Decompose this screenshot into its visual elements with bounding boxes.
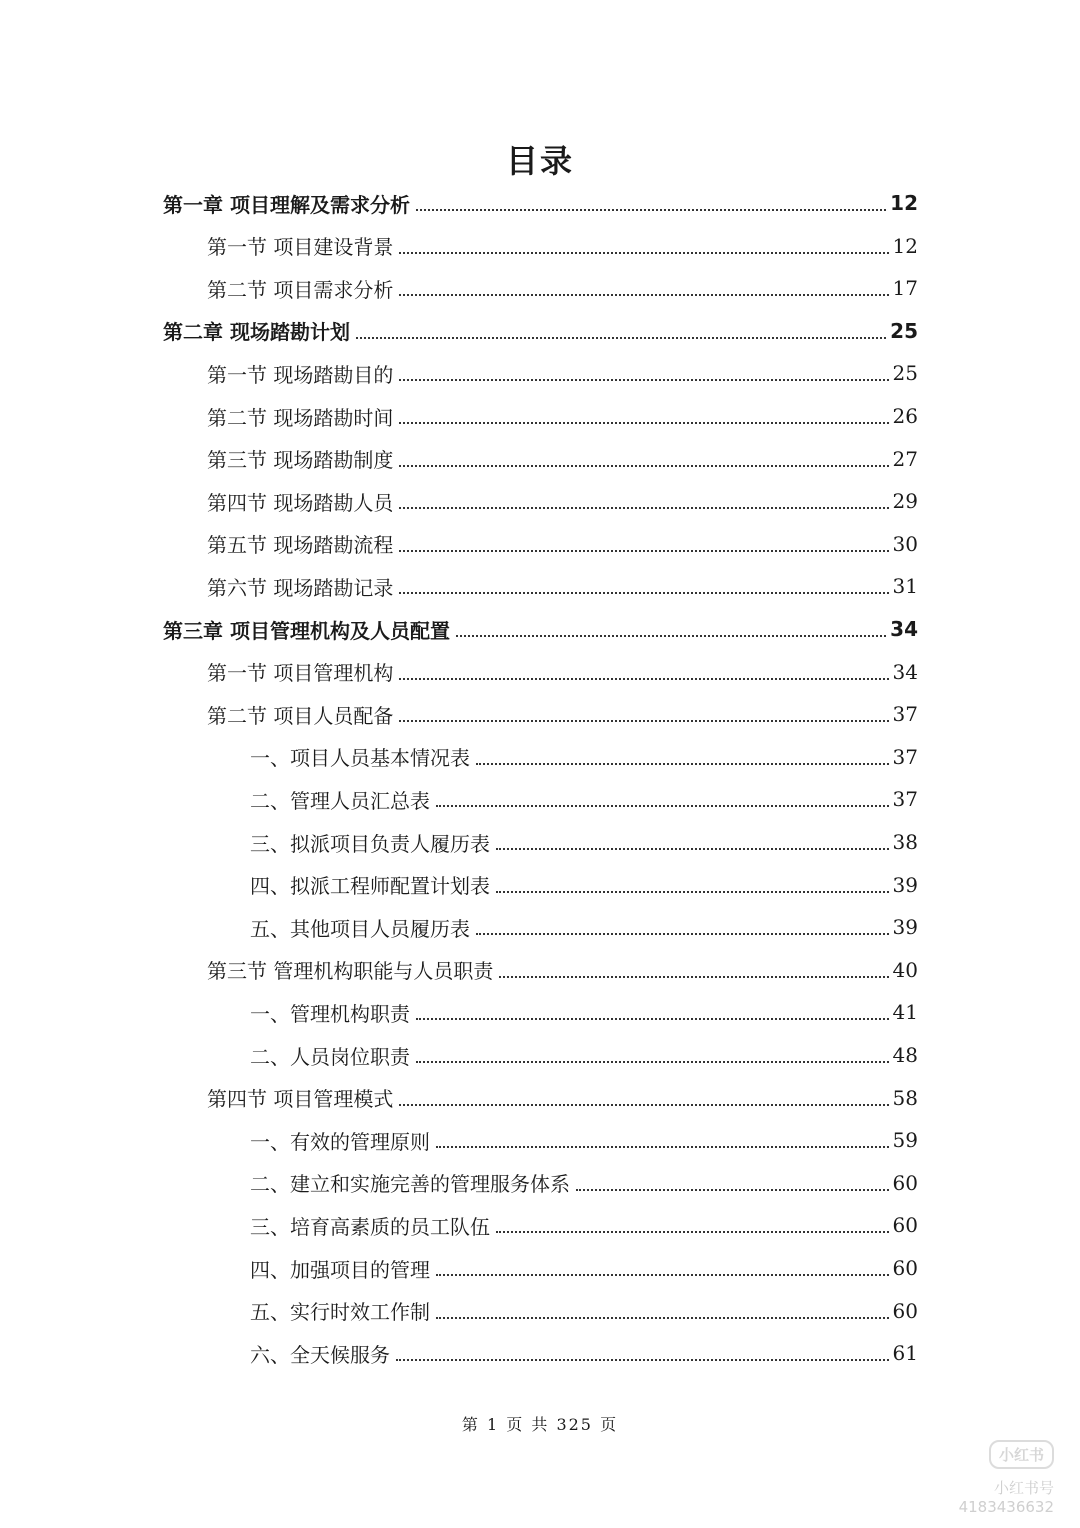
dot-leader [436,1317,889,1319]
toc-entry[interactable] [207,267,918,309]
dot-leader [576,1189,889,1191]
dot-leader [399,1104,888,1106]
toc-entry[interactable] [207,395,918,437]
dot-leader [456,635,886,637]
toc-entry-label: 第二节 现场踏勘时间 [207,405,394,430]
dot-leader [476,763,889,765]
dot-leader [496,891,889,893]
dot-leader [399,592,888,594]
toc-entry-page: 29 [892,489,918,514]
toc-entry-page: 59 [892,1128,918,1153]
toc-entry-page: 12 [892,233,918,258]
toc-entry-label: 第二章 现场踏勘计划 [163,320,350,345]
toc-entry-label: 第三节 现场踏勘制度 [207,448,394,473]
toc-entry-label: 五、其他项目人员履历表 [250,916,470,941]
toc-entry-label: 第四节 现场踏勘人员 [207,490,394,515]
toc-entry-label: 四、加强项目的管理 [250,1257,430,1282]
toc-entry[interactable] [207,565,918,607]
toc-entry[interactable] [163,608,918,650]
dot-leader [399,720,888,722]
dot-leader [476,933,889,935]
toc-entry-label: 三、培育高素质的员工队伍 [250,1214,490,1239]
dot-leader [416,1061,889,1063]
toc-entry[interactable] [250,821,918,863]
dot-leader [436,1274,889,1276]
toc-entry-page: 26 [892,404,918,428]
toc-entry-page: 25 [890,318,918,343]
toc-entry-page: 41 [892,1000,918,1025]
toc-entry-label: 二、建立和实施完善的管理服务体系 [250,1172,570,1197]
toc-entry[interactable] [207,480,918,522]
toc-entry-page: 60 [892,1298,918,1323]
toc-entry-page: 34 [890,617,918,641]
toc-entry[interactable] [207,693,918,735]
toc-entry-page: 17 [892,276,918,301]
toc-entry-label: 第一节 项目管理机构 [207,661,394,686]
toc-entry-page: 30 [892,531,918,556]
toc-entry[interactable] [250,1162,918,1204]
toc-entry[interactable] [163,310,918,352]
dot-leader [356,337,886,339]
dot-leader [436,805,889,807]
toc-entry[interactable] [163,182,918,224]
toc-entry-page: 31 [892,574,918,599]
toc-entry[interactable] [250,1247,918,1289]
dot-leader [496,1231,889,1233]
toc-entry-label: 第五节 现场踏勘流程 [207,533,394,558]
dot-leader [499,976,888,978]
toc-entry-label: 第二节 项目需求分析 [207,277,394,302]
dot-leader [399,550,888,552]
toc-entry-label: 一、管理机构职责 [250,1001,410,1026]
toc-entry[interactable] [207,651,918,693]
toc-entry[interactable] [250,1034,918,1076]
toc-entry[interactable] [207,352,918,394]
toc-entry[interactable] [207,438,918,480]
toc-entry-page: 37 [892,744,918,769]
toc-entry[interactable] [207,523,918,565]
toc-entry-page: 37 [892,702,918,727]
toc-entry-label: 四、拟派工程师配置计划表 [250,874,490,899]
dot-leader [399,294,888,296]
watermark [894,1440,1054,1516]
toc-entry-page: 60 [892,1170,918,1195]
toc-entry-label: 第四节 项目管理模式 [207,1087,394,1112]
toc-entry[interactable] [250,906,918,948]
dot-leader [496,848,889,850]
toc-entry[interactable] [250,1119,918,1161]
toc-entry-label: 一、有效的管理原则 [250,1129,430,1154]
toc-entry-label: 一、项目人员基本情况表 [250,746,470,771]
toc-entry-page: 39 [892,872,918,897]
watermark-logo: 小红书 [989,1440,1054,1469]
toc-entry[interactable] [250,1290,918,1332]
toc-entry-label: 二、管理人员汇总表 [250,788,430,813]
toc-entry[interactable] [207,949,918,991]
dot-leader [396,1359,889,1361]
watermark-account: 小红书号 4183436632 [958,1479,1054,1516]
dot-leader [399,507,888,509]
toc-entry-page: 40 [892,957,918,982]
dot-leader [416,209,886,211]
toc-entry-label: 六、全天候服务 [250,1342,390,1367]
toc-entry[interactable] [250,736,918,778]
toc-entry-label: 第一章 项目理解及需求分析 [163,192,410,217]
toc-entry-label: 第六节 现场踏勘记录 [207,575,394,600]
toc-entry-page: 60 [892,1213,918,1238]
dot-leader [399,465,888,467]
toc-entry-label: 第一节 项目建设背景 [207,235,394,260]
toc-entry[interactable] [207,1077,918,1119]
toc-entry-page: 37 [892,787,918,812]
toc-entry[interactable] [250,864,918,906]
toc-entry-label: 第一节 现场踏勘目的 [207,362,394,387]
toc-entry-page: 34 [892,659,918,684]
dot-leader [399,422,888,424]
toc-entry-label: 三、拟派项目负责人履历表 [250,831,490,856]
toc-entry-label: 第二节 项目人员配备 [207,703,394,728]
dot-leader [399,379,888,381]
dot-leader [436,1146,889,1148]
page-footer: 第 1 页 共 325 页 [461,1415,619,1434]
toc-entry-page: 61 [892,1341,918,1366]
toc-entry[interactable] [250,1204,918,1246]
toc-entry-page: 38 [892,830,918,854]
toc-entry-page: 12 [890,191,918,215]
toc-entry[interactable] [250,991,918,1033]
toc-entry-label: 二、人员岗位职责 [250,1044,410,1069]
toc-entry-page: 27 [892,446,918,471]
toc-entry-page: 58 [892,1085,918,1110]
toc-entry[interactable] [250,778,918,820]
dot-leader [399,678,888,680]
toc-entry-label: 第三节 管理机构职能与人员职责 [207,959,494,984]
toc-entry-page: 25 [892,361,918,386]
toc-entry-label: 五、实行时效工作制 [250,1300,430,1325]
toc-entry[interactable] [207,225,918,267]
toc-entry-page: 60 [892,1256,918,1280]
dot-leader [416,1018,889,1020]
toc-entry-label: 第三章 项目管理机构及人员配置 [163,618,450,643]
toc-entry[interactable] [250,1332,918,1374]
toc-entry-page: 48 [892,1043,918,1067]
dot-leader [399,252,888,254]
toc-title: 目录 [505,142,574,180]
toc-entry-page: 39 [892,915,918,940]
